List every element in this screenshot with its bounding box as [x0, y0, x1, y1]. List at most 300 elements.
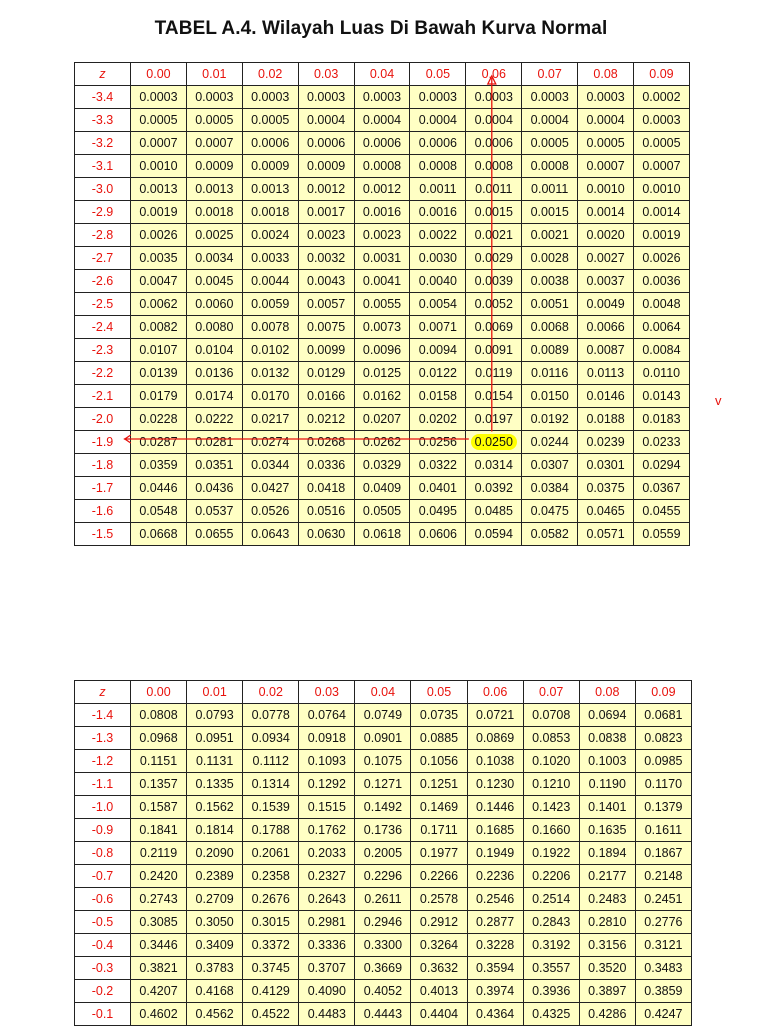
table-cell: 0.0064: [634, 316, 690, 339]
table-cell: 0.0019: [131, 201, 187, 224]
table-row: [75, 819, 692, 842]
table-cell: 0.0119: [466, 362, 522, 385]
table-cell: 0.0004: [410, 109, 466, 132]
table-cell: 0.0808: [131, 704, 187, 727]
table-cell: 0.0010: [578, 178, 634, 201]
table-cell: 0.0007: [578, 155, 634, 178]
table-cell: 0.0013: [186, 178, 242, 201]
table-cell: 0.0869: [467, 727, 523, 750]
column-header: 0.08: [578, 63, 634, 86]
table-cell: 0.4364: [467, 1003, 523, 1026]
table-cell: 0.2327: [299, 865, 355, 888]
table-cell: 0.0262: [354, 431, 410, 454]
table-cell: 0.0485: [466, 500, 522, 523]
table-cell: 0.1251: [411, 773, 467, 796]
table-row: [75, 750, 692, 773]
row-z-value: -0.8: [75, 842, 131, 865]
table-cell: 0.0694: [579, 704, 635, 727]
row-z-value: -1.9: [75, 431, 131, 454]
table-row: [75, 500, 690, 523]
column-header: 0.06: [466, 63, 522, 86]
table-cell: 0.0129: [298, 362, 354, 385]
table-cell: 0.0351: [186, 454, 242, 477]
table-row: [75, 201, 690, 224]
table-cell: 0.3121: [635, 934, 691, 957]
table-cell: 0.0934: [243, 727, 299, 750]
row-z-value: -0.1: [75, 1003, 131, 1026]
table-cell: 0.2611: [355, 888, 411, 911]
row-z-value: -0.4: [75, 934, 131, 957]
table-cell: 0.2578: [411, 888, 467, 911]
row-z-value: -0.3: [75, 957, 131, 980]
table-cell: 0.0003: [522, 86, 578, 109]
table-cell: 0.2743: [131, 888, 187, 911]
row-z-value: -2.7: [75, 247, 131, 270]
table-cell: 0.0071: [410, 316, 466, 339]
table-cell: 0.4090: [299, 980, 355, 1003]
table-cell: 0.0016: [410, 201, 466, 224]
table-cell: 0.0026: [634, 247, 690, 270]
table-cell: 0.1562: [187, 796, 243, 819]
table-cell: 0.0054: [410, 293, 466, 316]
table-cell: 0.0359: [131, 454, 187, 477]
column-header: 0.05: [411, 681, 467, 704]
table-row: [75, 865, 692, 888]
table-cell: 0.0136: [186, 362, 242, 385]
table-cell: 0.4483: [299, 1003, 355, 1026]
table-cell: 0.1423: [523, 796, 579, 819]
table-cell: 0.0401: [410, 477, 466, 500]
table-cell: 0.0028: [522, 247, 578, 270]
row-z-value: -2.1: [75, 385, 131, 408]
table-row: [75, 339, 690, 362]
table-cell: 0.0084: [634, 339, 690, 362]
table-cell: 0.0125: [354, 362, 410, 385]
row-z-value: -0.9: [75, 819, 131, 842]
column-header: 0.07: [522, 63, 578, 86]
table-row: [75, 155, 690, 178]
table-cell: 0.0132: [242, 362, 298, 385]
table-cell: 0.3783: [187, 957, 243, 980]
table-row: [75, 957, 692, 980]
table-cell: 0.0793: [187, 704, 243, 727]
table-cell: 0.0005: [131, 109, 187, 132]
table-cell: 0.1335: [187, 773, 243, 796]
table-cell: 0.1292: [299, 773, 355, 796]
table-cell: 0.0006: [466, 132, 522, 155]
table-cell: 0.0427: [242, 477, 298, 500]
table-cell: 0.0031: [354, 247, 410, 270]
table-cell: 0.0188: [578, 408, 634, 431]
row-z-value: -3.4: [75, 86, 131, 109]
table-row: [75, 842, 692, 865]
table-cell: 0.0170: [242, 385, 298, 408]
table-cell: 0.2389: [187, 865, 243, 888]
table-cell: 0.0630: [298, 523, 354, 546]
column-header: 0.01: [186, 63, 242, 86]
table-cell: 0.3446: [131, 934, 187, 957]
table-cell: 0.0606: [410, 523, 466, 546]
table-cell: 0.3228: [467, 934, 523, 957]
table-cell: 0.0032: [298, 247, 354, 270]
table-cell: 0.0885: [411, 727, 467, 750]
column-header: 0.01: [187, 681, 243, 704]
table-cell: 0.3821: [131, 957, 187, 980]
table-row: [75, 796, 692, 819]
table-cell: 0.0023: [354, 224, 410, 247]
table-cell: 0.0838: [579, 727, 635, 750]
table-cell: 0.0918: [299, 727, 355, 750]
table-cell: 0.1131: [187, 750, 243, 773]
table-cell: 0.0901: [355, 727, 411, 750]
table-cell: 0.2776: [635, 911, 691, 934]
table-cell: 0.4168: [187, 980, 243, 1003]
table-cell: 0.0409: [354, 477, 410, 500]
table-cell: 0.0082: [131, 316, 187, 339]
table-row: [75, 86, 690, 109]
table-cell: 0.0096: [354, 339, 410, 362]
table-cell: 0.0207: [354, 408, 410, 431]
table-row: [75, 523, 690, 546]
table-cell: 0.0212: [298, 408, 354, 431]
table-row: [75, 773, 692, 796]
z-header: z: [75, 681, 131, 704]
table-cell: 0.0020: [578, 224, 634, 247]
table-cell: 0.0003: [298, 86, 354, 109]
table-row: [75, 247, 690, 270]
table-cell: 0.0002: [634, 86, 690, 109]
table-cell: 0.0021: [522, 224, 578, 247]
table-cell: 0.0010: [634, 178, 690, 201]
table-row: [75, 888, 692, 911]
table-cell: 0.0853: [523, 727, 579, 750]
table-cell: 0.0024: [242, 224, 298, 247]
table-cell: 0.0073: [354, 316, 410, 339]
table-cell: 0.4247: [635, 1003, 691, 1026]
table-row: [75, 727, 692, 750]
table-cell: 0.0003: [186, 86, 242, 109]
table-cell: 0.0446: [131, 477, 187, 500]
table-cell: 0.3085: [131, 911, 187, 934]
table-cell: 0.0011: [522, 178, 578, 201]
table-cell: 0.0010: [131, 155, 187, 178]
table-cell: 0.0049: [578, 293, 634, 316]
table-cell: 0.2177: [579, 865, 635, 888]
row-z-value: -1.1: [75, 773, 131, 796]
table-cell: 0.1038: [467, 750, 523, 773]
table-cell: 0.3707: [299, 957, 355, 980]
table-cell: 0.3192: [523, 934, 579, 957]
table-cell: 0.1210: [523, 773, 579, 796]
table-cell: 0.0192: [522, 408, 578, 431]
table-cell: 0.0099: [298, 339, 354, 362]
table-cell: 0.2843: [523, 911, 579, 934]
table-cell: 0.0014: [578, 201, 634, 224]
table-cell: 0.0009: [186, 155, 242, 178]
table-cell: 0.0708: [523, 704, 579, 727]
table-cell: 0.1922: [523, 842, 579, 865]
table-cell: 0.3336: [299, 934, 355, 957]
table-cell: 0.2514: [523, 888, 579, 911]
table-cell: 0.1841: [131, 819, 187, 842]
table-cell: 0.0244: [522, 431, 578, 454]
table-cell: 0.0735: [411, 704, 467, 727]
table-cell: 0.3669: [355, 957, 411, 980]
table-cell: 0.0166: [298, 385, 354, 408]
table-cell: 0.4013: [411, 980, 467, 1003]
table-cell: 0.0004: [354, 109, 410, 132]
row-z-value: -1.8: [75, 454, 131, 477]
table-cell: 0.0526: [242, 500, 298, 523]
table-cell: 0.1020: [523, 750, 579, 773]
table-row: [75, 270, 690, 293]
table-cell: 0.0749: [355, 704, 411, 727]
table-cell: 0.0004: [522, 109, 578, 132]
table-cell: 0.1788: [243, 819, 299, 842]
table-cell: 0.0015: [522, 201, 578, 224]
table-cell: 0.0037: [578, 270, 634, 293]
table-cell: 0.0505: [354, 500, 410, 523]
table-cell: 0.2643: [299, 888, 355, 911]
table-cell: 0.1515: [299, 796, 355, 819]
column-header: 0.07: [523, 681, 579, 704]
table-cell: 0.3632: [411, 957, 467, 980]
table-cell: 0.0681: [635, 704, 691, 727]
row-z-value: -0.5: [75, 911, 131, 934]
table-cell: 0.2483: [579, 888, 635, 911]
table-cell: 0.0019: [634, 224, 690, 247]
table-cell: 0.1814: [187, 819, 243, 842]
column-header: 0.02: [242, 63, 298, 86]
table-cell: 0.3745: [243, 957, 299, 980]
table-cell: 0.0668: [131, 523, 187, 546]
table-cell: 0.2206: [523, 865, 579, 888]
table-cell: 0.3859: [635, 980, 691, 1003]
table-cell: 0.2033: [299, 842, 355, 865]
table-row: [75, 408, 690, 431]
table-cell: 0.0516: [298, 500, 354, 523]
table-cell: 0.1190: [579, 773, 635, 796]
column-header: 0.05: [410, 63, 466, 86]
table-cell: 0.2090: [187, 842, 243, 865]
table-row: [75, 316, 690, 339]
row-z-value: -2.8: [75, 224, 131, 247]
table-cell: 0.0239: [578, 431, 634, 454]
table-cell: 0.2946: [355, 911, 411, 934]
table-cell: 0.0005: [634, 132, 690, 155]
table-cell: 0.0004: [578, 109, 634, 132]
table-cell: 0.1093: [299, 750, 355, 773]
table-cell: 0.0571: [578, 523, 634, 546]
table-cell: 0.0375: [578, 477, 634, 500]
table-cell: 0.0030: [410, 247, 466, 270]
table-cell: 0.1230: [467, 773, 523, 796]
table-cell: 0.0548: [131, 500, 187, 523]
column-header: 0.06: [467, 681, 523, 704]
table-cell: 0.0006: [410, 132, 466, 155]
table-cell: 0.0080: [186, 316, 242, 339]
table-cell: 0.0475: [522, 500, 578, 523]
table-cell: 0.0005: [522, 132, 578, 155]
table-cell: 0.0455: [634, 500, 690, 523]
table-cell: 0.1401: [579, 796, 635, 819]
row-z-value: -3.1: [75, 155, 131, 178]
table-cell: 0.0154: [466, 385, 522, 408]
table-cell: 0.0047: [131, 270, 187, 293]
table-cell: 0.0158: [410, 385, 466, 408]
table-cell: 0.0322: [410, 454, 466, 477]
table-cell: 0.1685: [467, 819, 523, 842]
table-row: [75, 704, 692, 727]
table-cell: 0.0594: [466, 523, 522, 546]
table-cell: 0.0003: [578, 86, 634, 109]
table-cell: 0.0008: [466, 155, 522, 178]
table-cell: 0.4325: [523, 1003, 579, 1026]
table-cell: 0.0537: [186, 500, 242, 523]
row-z-value: -3.2: [75, 132, 131, 155]
table-cell: 0.0721: [467, 704, 523, 727]
table-cell: 0.0038: [522, 270, 578, 293]
table-cell: 0.0005: [186, 109, 242, 132]
table-cell: 0.0012: [298, 178, 354, 201]
table-cell: 0.0336: [298, 454, 354, 477]
table-row: [75, 132, 690, 155]
table-cell: 0.0495: [410, 500, 466, 523]
column-header: 0.03: [299, 681, 355, 704]
table-cell: 0.0087: [578, 339, 634, 362]
table-cell: 0.1151: [131, 750, 187, 773]
table-row: [75, 109, 690, 132]
table-cell: 0.0274: [242, 431, 298, 454]
table-cell: 0.4443: [355, 1003, 411, 1026]
side-chevron-mark: v: [715, 393, 722, 408]
table-cell: 0.0146: [578, 385, 634, 408]
table-cell: 0.1611: [635, 819, 691, 842]
table-cell: 0.0367: [634, 477, 690, 500]
table-cell: 0.0043: [298, 270, 354, 293]
table-cell: 0.0559: [634, 523, 690, 546]
row-z-value: -2.9: [75, 201, 131, 224]
table-cell: 0.0062: [131, 293, 187, 316]
table-cell: 0.3974: [467, 980, 523, 1003]
table-cell: 0.0107: [131, 339, 187, 362]
table-cell: 0.0150: [522, 385, 578, 408]
table-cell: 0.1056: [411, 750, 467, 773]
table-cell: 0.0003: [634, 109, 690, 132]
table-cell: 0.1492: [355, 796, 411, 819]
table-cell: 0.0268: [298, 431, 354, 454]
table-cell: 0.0287: [131, 431, 187, 454]
table-cell: 0.1446: [467, 796, 523, 819]
table-cell: 0.0007: [131, 132, 187, 155]
table-cell: 0.1762: [299, 819, 355, 842]
table-cell: 0.0029: [466, 247, 522, 270]
table-cell: 0.0006: [354, 132, 410, 155]
table-cell: 0.0007: [186, 132, 242, 155]
table-cell: 0.0233: [634, 431, 690, 454]
table-cell: 0.2877: [467, 911, 523, 934]
table-cell: 0.0013: [131, 178, 187, 201]
table-cell: 0.1736: [355, 819, 411, 842]
table-cell: 0.1271: [355, 773, 411, 796]
row-z-value: -2.2: [75, 362, 131, 385]
table-cell: 0.0618: [354, 523, 410, 546]
table-cell: 0.0036: [634, 270, 690, 293]
table-cell: 0.0005: [242, 109, 298, 132]
table-cell: 0.0055: [354, 293, 410, 316]
table-cell: 0.0012: [354, 178, 410, 201]
table-cell: 0.0643: [242, 523, 298, 546]
table-row: [75, 911, 692, 934]
table-cell: 0.0122: [410, 362, 466, 385]
table-row: [75, 431, 690, 454]
table-cell: 0.0075: [298, 316, 354, 339]
table-cell: 0.0985: [635, 750, 691, 773]
table-cell: 0.1469: [411, 796, 467, 819]
table-cell: 0.0035: [131, 247, 187, 270]
table-cell: 0.0045: [186, 270, 242, 293]
highlighted-value: 0.0250: [471, 434, 517, 450]
table-cell: 0.2296: [355, 865, 411, 888]
table-cell: 0.4052: [355, 980, 411, 1003]
table-cell: 0.0968: [131, 727, 187, 750]
table-cell: 0.3483: [635, 957, 691, 980]
table-cell: 0.0301: [578, 454, 634, 477]
column-header: 0.08: [579, 681, 635, 704]
table-cell: 0.4207: [131, 980, 187, 1003]
table-cell: 0.3936: [523, 980, 579, 1003]
column-header: 0.02: [243, 681, 299, 704]
table-cell: 0.1867: [635, 842, 691, 865]
table-cell: 0.0162: [354, 385, 410, 408]
table-cell: 0.0183: [634, 408, 690, 431]
table-cell: 0.0418: [298, 477, 354, 500]
table-row: [75, 385, 690, 408]
row-z-value: -1.2: [75, 750, 131, 773]
table-cell: 0.0392: [466, 477, 522, 500]
table-cell: 0.0655: [186, 523, 242, 546]
highlighted-cell: [466, 431, 522, 454]
table-cell: 0.0003: [131, 86, 187, 109]
table-row: [75, 454, 690, 477]
table-cell: 0.0094: [410, 339, 466, 362]
table-cell: 0.2676: [243, 888, 299, 911]
table-cell: 0.0004: [466, 109, 522, 132]
z-table-upper: [74, 62, 690, 546]
table-cell: 0.1539: [243, 796, 299, 819]
table-cell: 0.2119: [131, 842, 187, 865]
table-cell: 0.3372: [243, 934, 299, 957]
row-z-value: -3.3: [75, 109, 131, 132]
table-cell: 0.0113: [578, 362, 634, 385]
table-cell: 0.0465: [578, 500, 634, 523]
header-row: [75, 63, 690, 86]
table-cell: 0.0003: [410, 86, 466, 109]
table-cell: 0.0025: [186, 224, 242, 247]
table-cell: 0.0139: [131, 362, 187, 385]
table-row: [75, 178, 690, 201]
table-cell: 0.0003: [242, 86, 298, 109]
table-cell: 0.4522: [243, 1003, 299, 1026]
table-cell: 0.2061: [243, 842, 299, 865]
table-cell: 0.0026: [131, 224, 187, 247]
table-cell: 0.0044: [242, 270, 298, 293]
table-cell: 0.2148: [635, 865, 691, 888]
table-row: [75, 477, 690, 500]
table-cell: 0.0078: [242, 316, 298, 339]
table-cell: 0.4562: [187, 1003, 243, 1026]
table-cell: 0.1660: [523, 819, 579, 842]
